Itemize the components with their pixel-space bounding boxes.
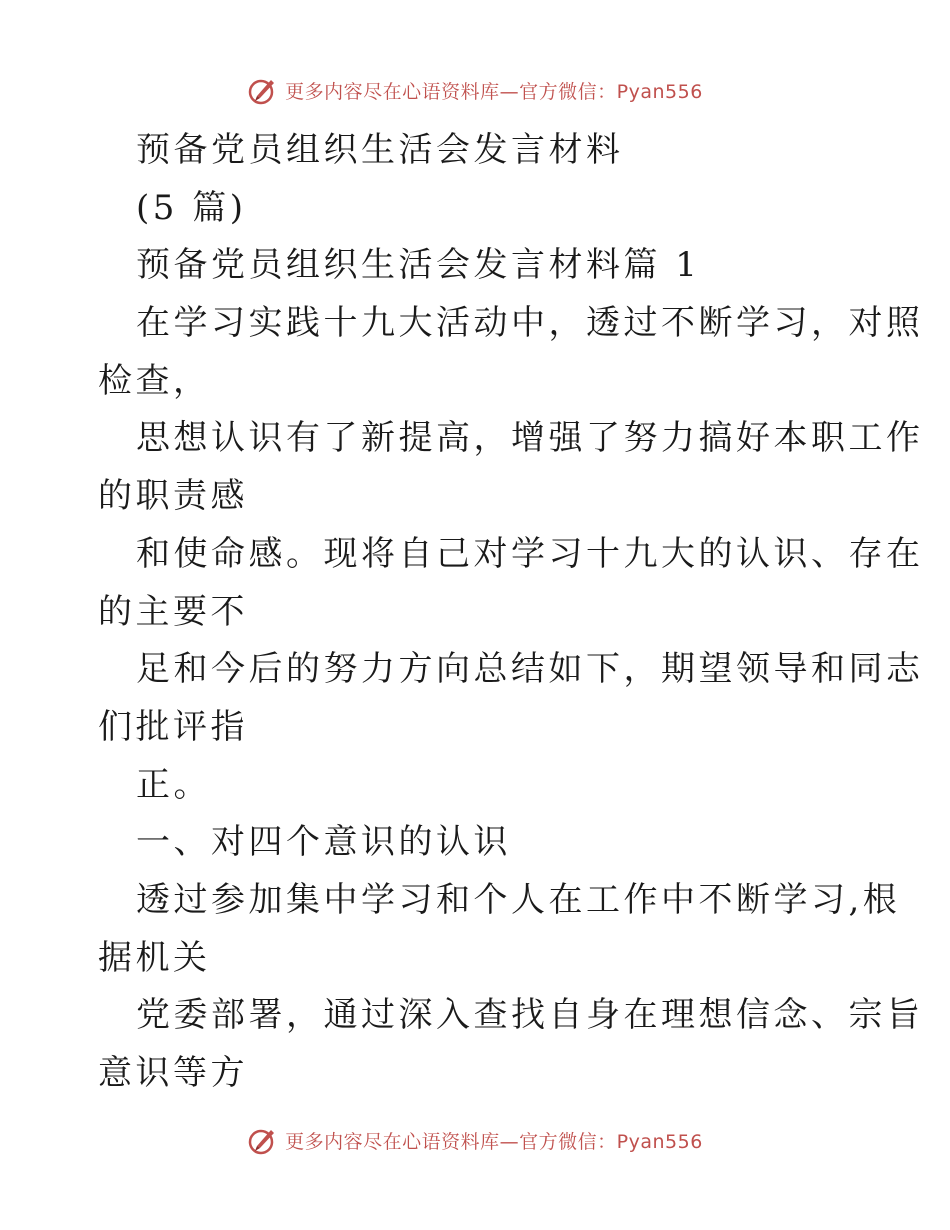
quill-pen-logo-icon — [247, 74, 279, 106]
text-line: 透过参加集中学习和个人在工作中不断学习,根 — [136, 879, 901, 920]
text-line: 思想认识有了新提高，增强了努力搞好本职工作 — [136, 418, 924, 459]
text-line: 足和今后的努力方向总结如下，期望领导和同志 — [136, 649, 924, 690]
text-line: 预备党员组织生活会发言材料 — [136, 130, 624, 170]
text-line: 党委部署，通过深入查找自身在理想信念、宗旨 — [136, 995, 924, 1036]
text-line: 的主要不 — [98, 591, 248, 632]
footer-banner-text: 更多内容尽在心语资料库—官方微信：Pyan556 — [285, 1130, 703, 1153]
text-line: 在学习实践十九大活动中，透过不断学习，对照 — [136, 303, 924, 344]
text-line: 的职责感 — [98, 476, 248, 517]
text-line: 们批评指 — [98, 706, 248, 747]
text-line: 检查， — [98, 360, 211, 401]
quill-pen-logo-icon — [247, 1124, 279, 1156]
text-line: 据机关 — [98, 937, 211, 978]
header-banner-text: 更多内容尽在心语资料库—官方微信：Pyan556 — [285, 80, 703, 103]
text-line: 一、对四个意识的认识 — [136, 822, 511, 863]
text-line: 正。 — [136, 764, 211, 805]
text-line: 预备党员组织生活会发言材料篇 1 — [136, 245, 701, 286]
text-line: 和使命感。现将自己对学习十九大的认识、存在 — [136, 533, 924, 574]
footer-banner — [0, 1120, 950, 1160]
header-banner — [0, 70, 950, 110]
text-line: 意识等方 — [98, 1053, 248, 1093]
document-body — [98, 122, 924, 1103]
text-line: (5 篇) — [136, 187, 247, 228]
